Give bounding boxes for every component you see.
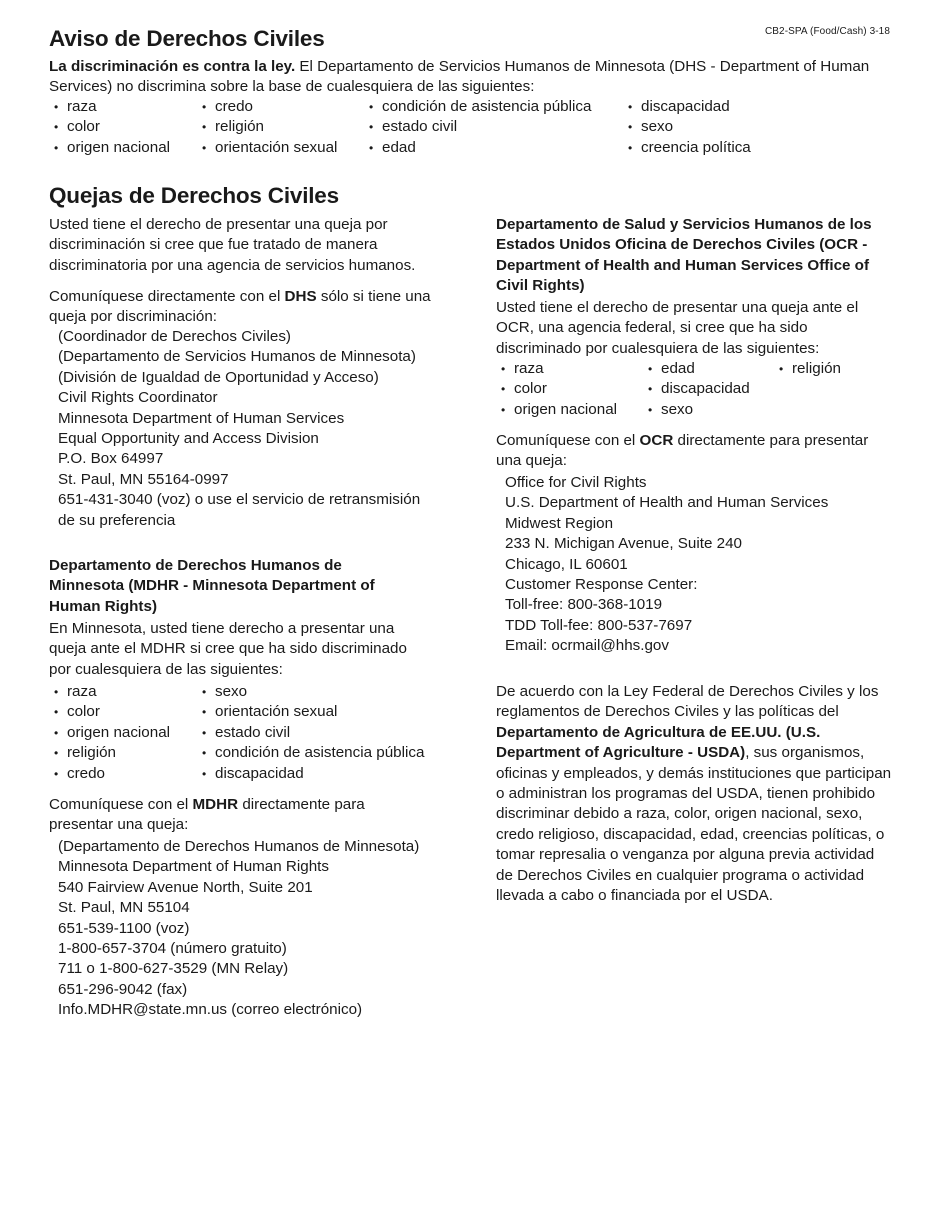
address-line: Office for Civil Rights — [505, 474, 647, 491]
address-line: Email: ocrmail@hhs.gov — [505, 637, 669, 655]
ocr-heading — [496, 215, 892, 297]
ocr-contact-post: directamente para presentar una queja: — [496, 432, 869, 470]
list-item: • estado civil — [364, 117, 623, 137]
form-id: CB2-SPA (Food/Cash) 3-18 — [764, 26, 890, 37]
dhs-contact-pre: Comuníquese directamente con el — [49, 288, 285, 305]
complaints-title: Quejas de Derechos Civiles — [49, 183, 339, 208]
usda-bold: Departamento de Agricultura de EE.UU. (U.S. Department of Agriculture - USDA) — [496, 723, 821, 762]
notice-bullet-list — [49, 97, 823, 158]
ocr-contact-text — [496, 431, 892, 472]
list-item: • orientación sexual — [197, 138, 364, 158]
list-item: • raza — [49, 682, 197, 702]
list-item: • origen nacional — [496, 400, 643, 420]
list-item: • discapacidad — [623, 97, 823, 117]
mdhr-contact-text — [49, 795, 409, 836]
list-item: • condición de asistencia pública — [197, 743, 437, 763]
dhs-address — [49, 327, 420, 531]
address-line: (División de Igualdad de Oportunidad y Acceso) — [58, 368, 379, 386]
list-item: • orientación sexual — [197, 702, 437, 722]
list-item: • credo — [49, 764, 197, 784]
dhs-acronym: DHS — [284, 288, 317, 305]
address-line: Midwest Region — [505, 514, 614, 532]
address-line: (Departamento de Servicios Humanos de Minnesota) — [58, 348, 416, 366]
list-item: • religión — [49, 743, 197, 763]
mdhr-address — [49, 837, 419, 1021]
mdhr-bullet-list — [49, 682, 437, 784]
complaints-intro: Usted tiene el derecho de presentar una queja por discriminación si cree que fue tratado de manera discriminatoria por una agencia de servicios humanos. — [49, 216, 416, 274]
list-item: • edad — [364, 138, 623, 158]
list-item: • religión — [197, 117, 364, 137]
ocr-intro: Usted tiene el derecho de presentar una queja ante el OCR, una agencia federal, si cree que ha sido discriminado por cualesquiera de las siguientes: — [496, 299, 859, 357]
ocr-contact-pre: Comuníquese con el — [496, 432, 640, 449]
list-item: • discapacidad — [197, 764, 437, 784]
mdhr-contact-pre: Comuníquese con el — [49, 796, 193, 813]
address-line: de su preferencia — [58, 511, 176, 529]
address-line: Minnesota Department of Human Services — [58, 409, 345, 427]
usda-statement — [496, 682, 892, 906]
list-item: • credo — [197, 97, 364, 117]
mdhr-contact-post: directamente para presentar una queja: — [49, 796, 365, 834]
ocr-address — [496, 473, 828, 657]
address-line: St. Paul, MN 55104 — [58, 899, 190, 917]
list-item: • raza — [49, 97, 197, 117]
address-line: 711 o 1-800-627-3529 (MN Relay) — [58, 960, 289, 978]
list-item: • origen nacional — [49, 138, 197, 158]
list-item: • religión — [774, 359, 884, 379]
list-item: • creencia política — [623, 138, 823, 158]
usda-post: , sus organismos, oficinas y empleados, y demás instituciones que participan o administran los programas del USDA, tienen prohibido discriminar debido a raza, color, origen nacional, sexo, credo religioso, discapacidad, edad, creencias políticas, o tomar represalia o venganza por alguna previa actividad de Derechos Civiles en cualquier programa o actividad llevada a cabo o financiada por el USDA. — [496, 744, 892, 905]
mdhr-acronym: MDHR — [192, 796, 239, 813]
address-line: TDD Toll-fee: 800-537-7697 — [505, 616, 693, 634]
list-item: • color — [49, 702, 197, 722]
mdhr-heading — [49, 556, 409, 617]
list-item: • estado civil — [197, 723, 437, 743]
list-item: • sexo — [643, 400, 774, 420]
address-line: 1-800-657-3704 (número gratuito) — [58, 940, 287, 958]
list-item-empty — [774, 400, 884, 420]
usda-pre: De acuerdo con la Ley Federal de Derechos Civiles y los reglamentos de Derechos Civiles y las políticas del — [496, 683, 879, 721]
address-line: (Departamento de Derechos Humanos de Minnesota) — [58, 838, 420, 855]
list-item: • raza — [496, 359, 643, 379]
ocr-heading-text: Departamento de Salud y Servicios Humanos de los Estados Unidos Oficina de Derechos Civiles (OCR - Department of Health and Human Services Office of Civil Rights) — [496, 216, 872, 295]
address-line: Toll-free: 800-368-1019 — [505, 596, 663, 614]
address-line: Civil Rights Coordinator — [58, 389, 218, 407]
address-line: 233 N. Michigan Avenue, Suite 240 — [505, 535, 742, 553]
list-item: • discapacidad — [643, 379, 774, 399]
address-line: Equal Opportunity and Access Division — [58, 430, 319, 448]
notice-lead-text: El Departamento de Servicios Humanos de Minnesota (DHS - Department of Human Services) no discrimina sobre la base de cualesquiera de las siguientes: — [49, 58, 870, 96]
mdhr-heading-text: Departamento de Derechos Humanos de Minnesota (MDHR - Minnesota Department of Human Rights) — [49, 557, 375, 615]
ocr-bullet-list — [496, 359, 884, 420]
notice-lead — [49, 57, 879, 98]
address-line: St. Paul, MN 55164-0997 — [58, 470, 229, 488]
address-line: (Coordinador de Derechos Civiles) — [58, 328, 291, 345]
address-line: 540 Fairview Avenue North, Suite 201 — [58, 878, 313, 896]
notice-lead-bold: La discriminación es contra la ley. — [49, 58, 296, 75]
address-line: 651-431-3040 (voz) o use el servicio de retransmisión — [58, 491, 421, 509]
list-item: • condición de asistencia pública — [364, 97, 623, 117]
address-line: P.O. Box 64997 — [58, 450, 164, 468]
address-line: Chicago, IL 60601 — [505, 555, 628, 573]
address-line: 651-296-9042 (fax) — [58, 980, 188, 998]
address-line: Info.MDHR@state.mn.us (correo electrónico) — [58, 1001, 363, 1019]
list-item: • color — [49, 117, 197, 137]
list-item: • edad — [643, 359, 774, 379]
address-line: Customer Response Center: — [505, 576, 698, 594]
list-item: • color — [496, 379, 643, 399]
list-item: • sexo — [197, 682, 437, 702]
list-item-empty — [774, 379, 884, 399]
ocr-acronym: OCR — [639, 432, 674, 449]
address-line: Minnesota Department of Human Rights — [58, 858, 329, 876]
list-item: • origen nacional — [49, 723, 197, 743]
address-line: U.S. Department of Health and Human Services — [505, 494, 829, 512]
mdhr-intro: En Minnesota, usted tiene derecho a presentar una queja ante el MDHR si cree que ha sido discriminado por cualesquiera de las siguientes: — [49, 620, 407, 678]
address-line: 651-539-1100 (voz) — [58, 919, 190, 937]
notice-title: Aviso de Derechos Civiles — [49, 26, 325, 51]
dhs-contact-text — [49, 287, 434, 328]
dhs-contact-post: sólo si tiene una queja por discriminación: — [49, 288, 431, 326]
list-item: • sexo — [623, 117, 823, 137]
